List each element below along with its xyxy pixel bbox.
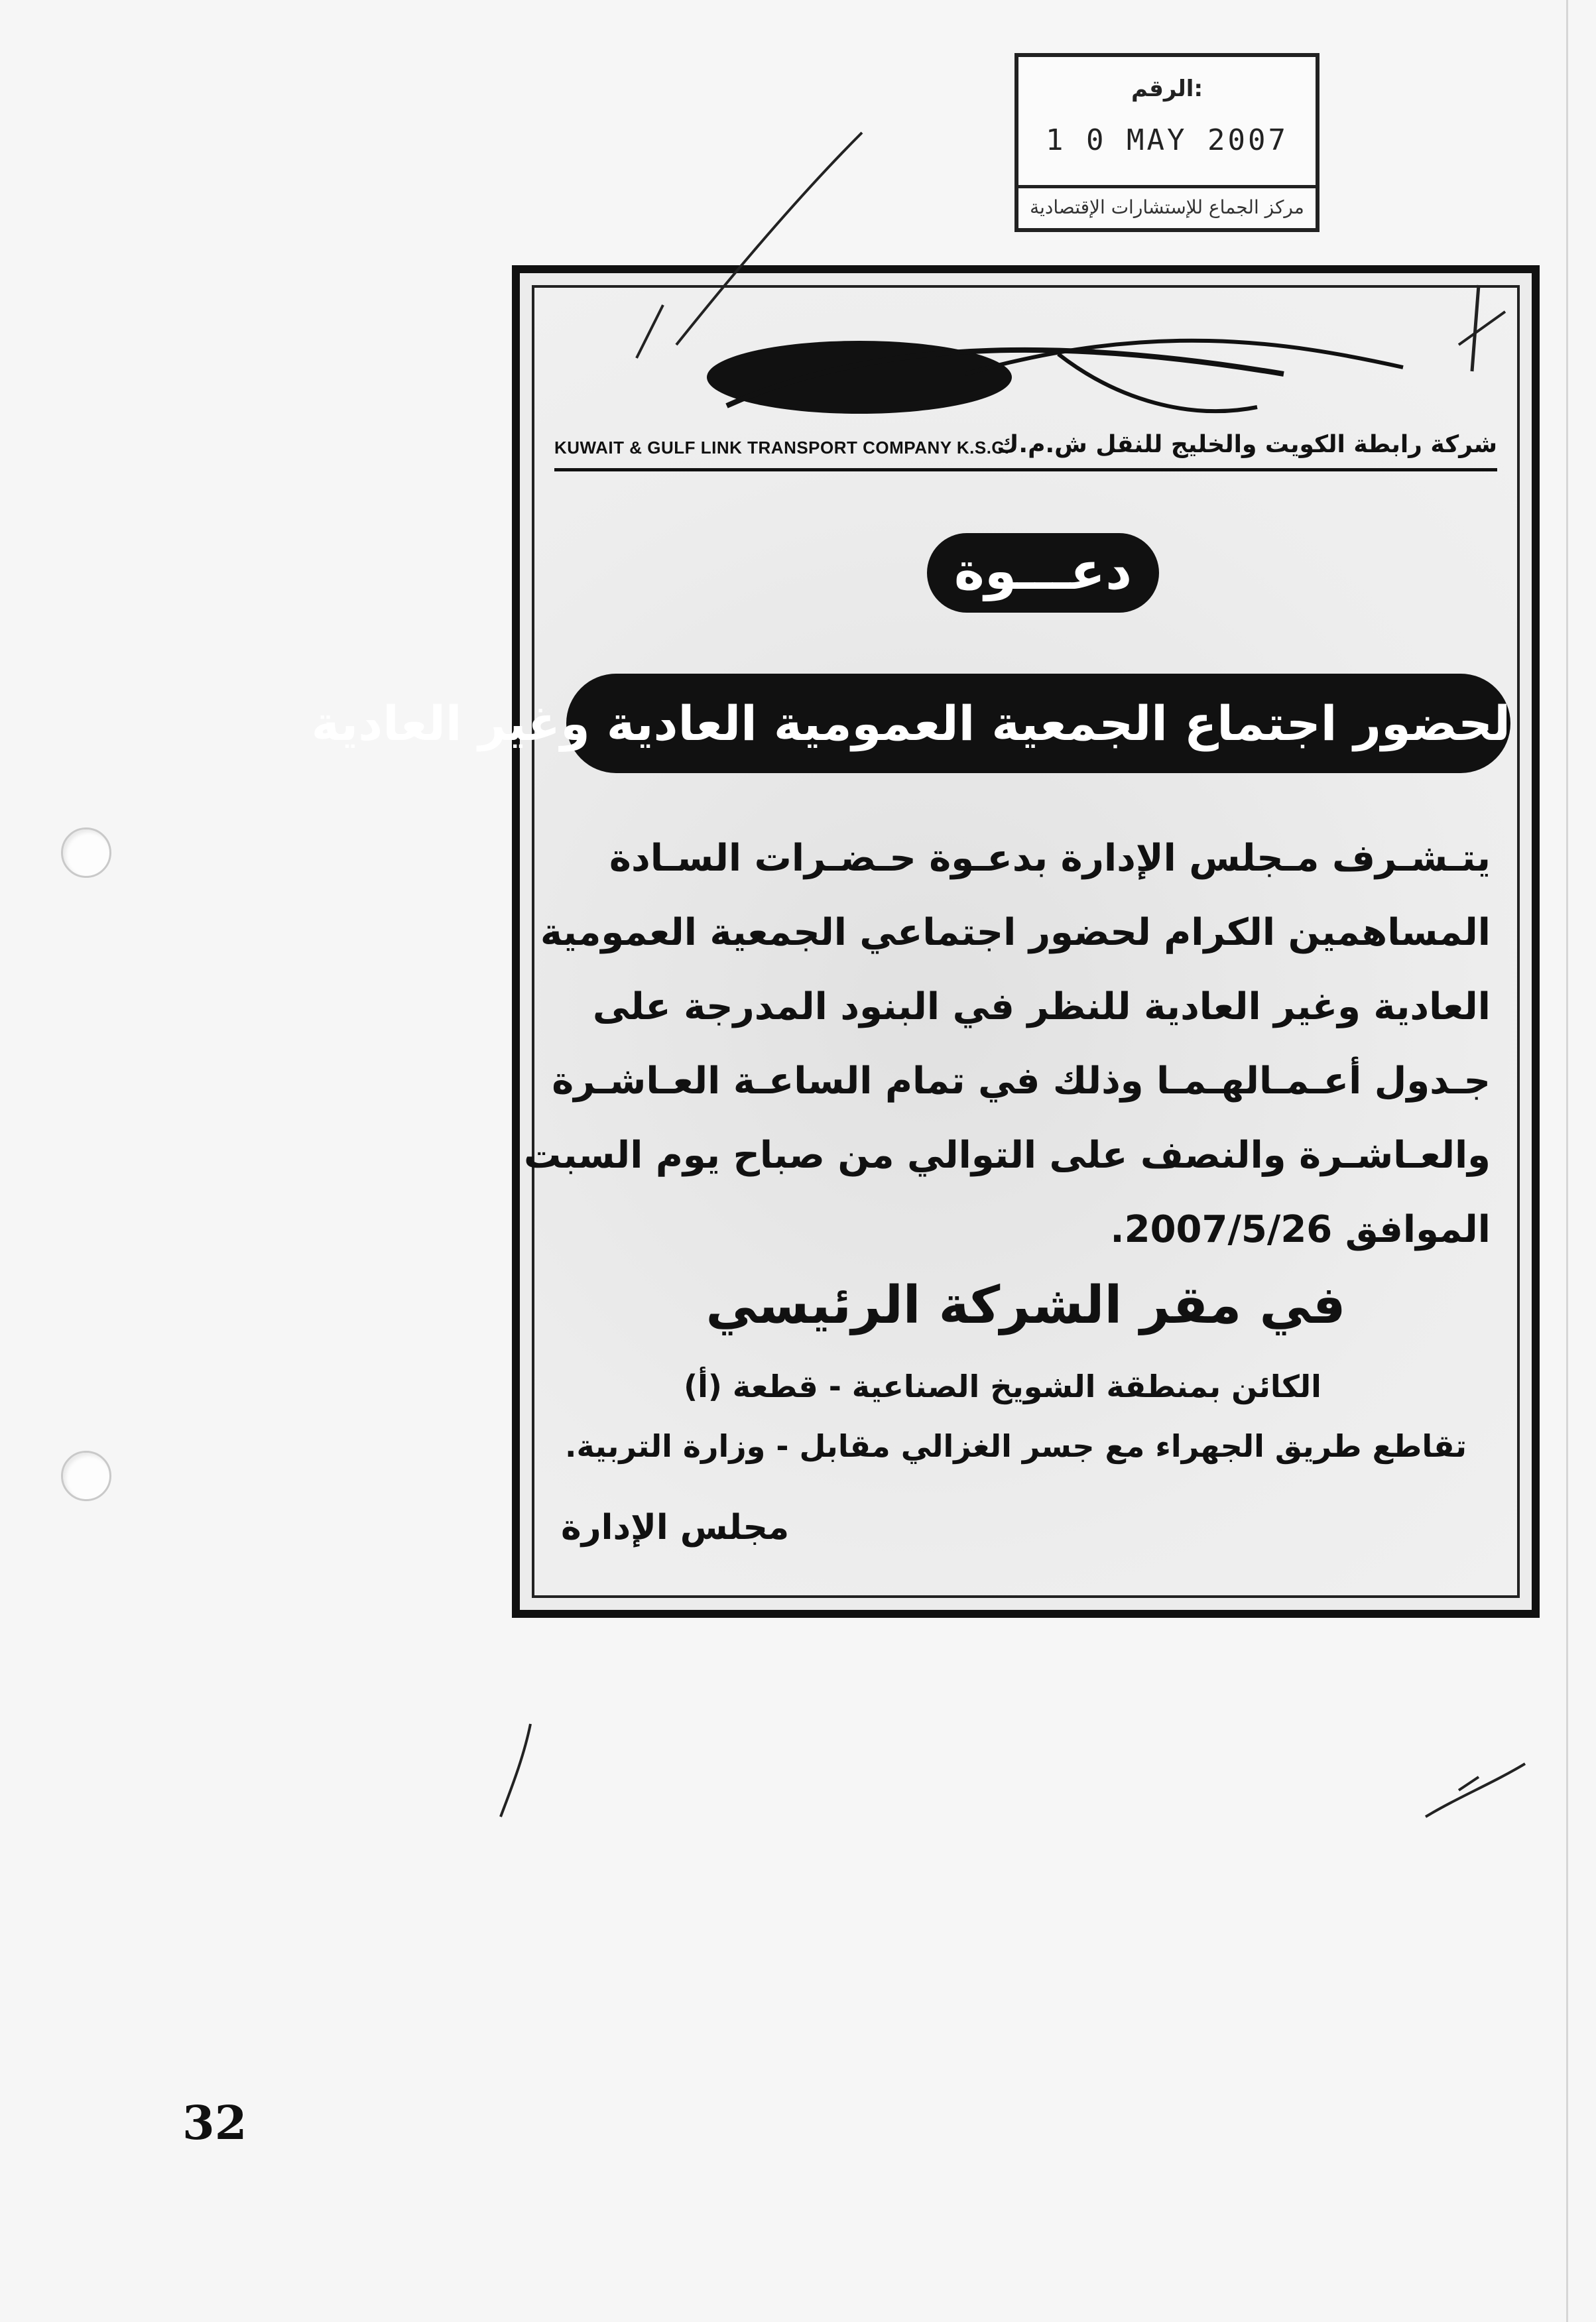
notice-body <box>524 822 1491 1267</box>
body-line: يتـشـرف مـجلس الإدارة بدعـوة حـضـرات السـادة <box>609 837 1491 880</box>
body-line: المساهمين الكرام لحضور اجتماعي الجمعية العمومية <box>540 911 1491 954</box>
notice-subtitle: لحضور اجتماع الجمعية العمومية العادية وغير العادية <box>566 674 1510 773</box>
body-line: والعـاشـرة والنصف على التوالي من صباح يوم السبت <box>524 1134 1491 1177</box>
page-edge-line <box>1566 0 1568 2322</box>
body-line: الموافق 2007/5/26. <box>1110 1208 1491 1251</box>
location-title: في مقر الشركة الرئيسي <box>706 1276 1346 1335</box>
stamp-header: الرقم: <box>1131 76 1203 102</box>
company-name-en: KUWAIT & GULF LINK TRANSPORT COMPANY K.S.C. <box>554 438 1010 458</box>
stamp-date: 1 0 MAY 2007 <box>1046 123 1288 157</box>
received-stamp <box>1014 53 1320 232</box>
invitation-notice <box>311 265 1540 1618</box>
company-logo-icon <box>687 328 1416 427</box>
company-name-ar: شركة رابطة الكويت والخليج للنقل ش.م.ك <box>997 431 1497 458</box>
page-number: 32 <box>182 2095 247 2150</box>
binder-hole-top <box>61 827 111 878</box>
body-line: العادية وغير العادية للنظر في البنود المدرجة على <box>592 985 1491 1028</box>
binder-hole-bottom <box>61 1451 111 1501</box>
body-line: جـدول أعـمـالهـمـا وذلك في تمام الساعـة العـاشـرة <box>552 1060 1491 1103</box>
address-line-1: الكائن بمنطقة الشويخ الصناعية - قطعة (أ) <box>684 1369 1321 1404</box>
stamp-footer: مركز الجماع للإستشارات الإقتصادية <box>1018 185 1316 228</box>
notice-inner-frame <box>311 285 1520 1598</box>
notice-title: دعـــوة <box>927 533 1159 613</box>
signature: مجلس الإدارة <box>561 1508 790 1548</box>
address-line-2: تقاطع طريق الجهراء مع جسر الغزالي مقابل - وزارة التربية. <box>565 1428 1467 1464</box>
company-header <box>554 431 1497 471</box>
